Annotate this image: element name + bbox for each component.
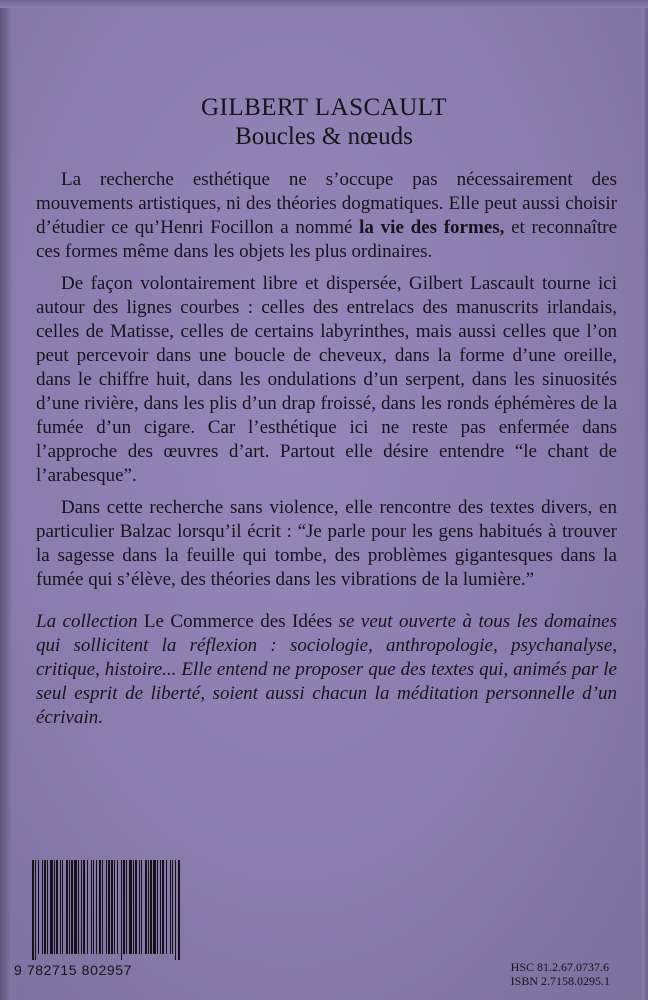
- barcode-bar: [170, 860, 171, 954]
- barcode-bar: [66, 860, 68, 954]
- barcode-bar: [172, 860, 173, 954]
- barcode-bar: [54, 860, 55, 954]
- barcode-bar: [60, 860, 61, 954]
- barcode-bar: [32, 860, 34, 960]
- barcode-bar: [99, 860, 101, 954]
- barcode-bar: [148, 860, 149, 954]
- barcode-bar: [44, 860, 46, 954]
- barcode-bar: [93, 860, 94, 954]
- barcode-bar: [56, 860, 58, 954]
- collection-lead: La collection: [36, 611, 144, 632]
- barcode-bar: [74, 860, 77, 954]
- blurb-paragraph-1: [36, 168, 617, 264]
- barcode-bar: [47, 860, 48, 954]
- barcode-bar: [175, 860, 176, 960]
- barcode-bar: [123, 860, 125, 954]
- barcode-bar: [108, 860, 110, 954]
- barcode-bar: [38, 860, 39, 954]
- barcode-bar: [135, 860, 137, 954]
- barcode-bar: [87, 860, 88, 954]
- barcode-bar: [126, 860, 127, 954]
- hsc-code: HSC 81.2.67.0737.6: [510, 960, 609, 974]
- barcode-bar: [133, 860, 134, 954]
- barcode-bar: [111, 860, 113, 954]
- p1-text-end: et reconnaître ces formes même dans les objets les plus ordinaires.: [36, 217, 617, 262]
- barcode-bar: [157, 860, 158, 954]
- barcode-bar: [42, 860, 43, 954]
- book-title: Boucles & nœuds: [235, 123, 413, 150]
- barcode-bar: [71, 860, 73, 954]
- p1-bold-phrase: la vie des formes,: [359, 217, 505, 238]
- barcode-bar: [117, 860, 118, 954]
- blurb-paragraph-3: Dans cette recherche sans violence, elle rencontre des textes divers, en particulier Balzac lorsqu’il écrit : “Je parle pour les gens habitués à trouver la sagesse dans la feuille qui tombe, des problèmes gigantesques dans la fumée qui s’élève, des théories dans les vibrations de la lumière.”: [36, 497, 617, 590]
- barcode-bar: [141, 860, 142, 954]
- barcode: [30, 860, 182, 960]
- barcode-bar: [81, 860, 82, 954]
- collection-note: [36, 610, 617, 730]
- barcode-bar: [78, 860, 79, 954]
- barcode-bar: [83, 860, 85, 954]
- cover-top-edge-shadow: [0, 0, 648, 8]
- barcode-bar: [102, 860, 103, 954]
- isbn-code: ISBN 2.7158.0295.1: [510, 974, 610, 988]
- barcode-bar: [166, 860, 167, 954]
- p1-text-start: La recherche esthétique ne s’occupe pas nécessairement des mouvements artistiques, ni des théories dogmatiques. Elle peut aussi choisir d’étudier ce qu’Henri Focillon a nommé: [36, 169, 617, 238]
- collection-name: Le Commerce des Idées: [143, 611, 333, 632]
- blurb: [36, 168, 617, 738]
- barcode-bar: [96, 860, 97, 954]
- barcode-bar: [106, 860, 107, 954]
- barcode-bar: [139, 860, 140, 954]
- author-name: GILBERT LASCAULT: [200, 94, 448, 121]
- barcode-bar: [150, 860, 152, 954]
- barcode-digits: 9 782715 802957: [14, 962, 132, 978]
- barcode-bar: [178, 860, 180, 960]
- collection-rest: se veut ouverte à tous les domaines qui sollicitent la réflexion : sociologie, anthropologie, psychanalyse, critique, histoire... Elle entend ne proposer que des textes qui, animés par le seul esprit de liberté, soient aussi chacun la méditation personnelle d’un écrivain.: [36, 611, 617, 728]
- barcode-bar: [160, 860, 161, 954]
- barcode-bar: [35, 860, 36, 960]
- barcode-bar: [145, 860, 147, 954]
- catalog-codes: [511, 960, 610, 988]
- barcode-bar: [69, 860, 70, 954]
- barcode-bar: [162, 860, 164, 954]
- barcode-bar: [129, 860, 132, 954]
- barcode-bar: [50, 860, 53, 954]
- barcode-bar: [121, 860, 122, 960]
- blurb-paragraph-2: De façon volontairement libre et dispersée, Gilbert Lascault tourne ici autour des lignes courbes : celles des entrelacs des manuscrits irlandais, celles de Matisse, celles de certains labyrinthes, mais aussi celles que l’on peut percevoir dans une boucle de cheveux, dans la forme d’une oreille, dans le chiffre huit, dans les ondulations d’un serpent, dans les sinuosités d’une rivière, dans les plis d’un drap froissé, dans les ronds éphémères de la fumée d’un cigare. Car l’esthétique ici ne reste pas enfermée dans l’approche des œuvres d’art. Partout elle désire entendre “le chant de l’arabesque”.: [36, 273, 617, 486]
- barcode-bar: [91, 860, 92, 954]
- barcode-bar: [114, 860, 115, 954]
- barcode-bar: [153, 860, 156, 954]
- barcode-bar: [62, 860, 63, 954]
